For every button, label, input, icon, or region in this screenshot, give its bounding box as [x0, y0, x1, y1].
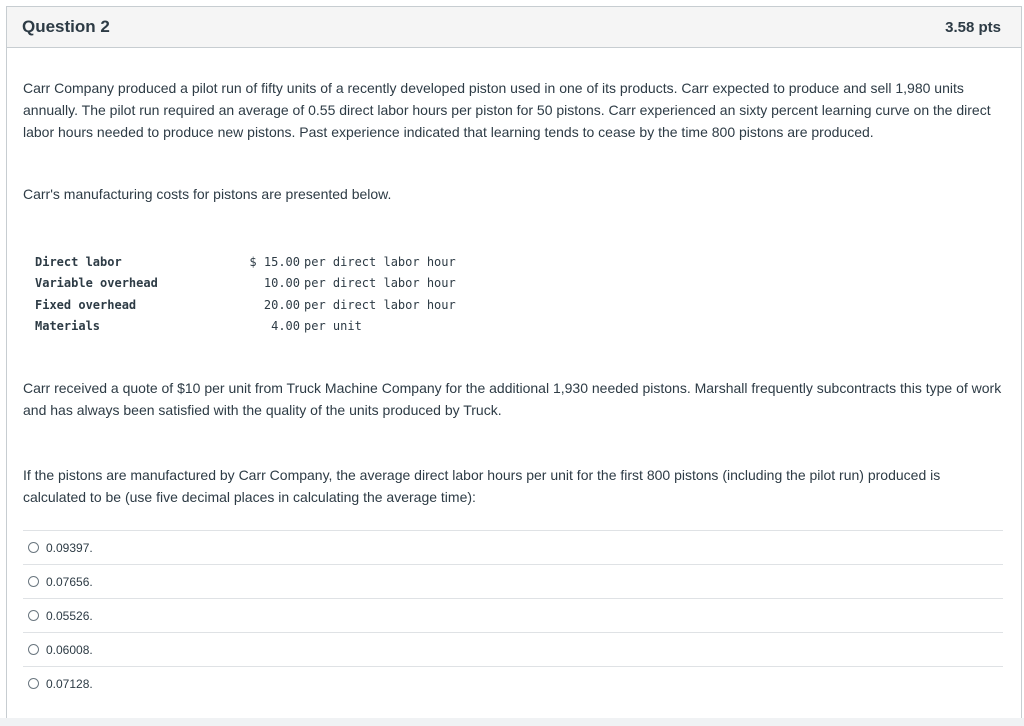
- cost-basis: per direct labor hour: [304, 254, 456, 269]
- answer-option[interactable]: [23, 564, 1003, 598]
- answer-option[interactable]: [23, 666, 1003, 700]
- cost-basis: per direct labor hour: [304, 297, 456, 312]
- cost-label: Direct labor: [35, 254, 122, 269]
- radio-button[interactable]: [28, 542, 39, 553]
- answer-label: 0.07656.: [46, 574, 93, 589]
- question-paragraph-intro: Carr Company produced a pilot run of fifty units of a recently developed piston used in one of its products. Carr expected to produce and sell 1,980 units annually. The pilot run required an average of 0.55 direct labor hours per piston for 50 pistons. Carr experienced an sixty percent learning curve on the direct labor hours needed to produce new pistons. Past experience indicated that learning tends to cease by the time 800 pistons are produced.: [23, 80, 991, 140]
- cost-basis: per unit: [304, 319, 362, 334]
- answer-option[interactable]: [23, 598, 1003, 632]
- page-footer-strip: [0, 718, 1024, 726]
- cost-label: Variable overhead: [35, 276, 158, 291]
- cost-basis: per direct labor hour: [304, 276, 456, 291]
- question-card: [6, 6, 1022, 718]
- question-prompt: If the pistons are manufactured by Carr Company, the average direct labor hours per unit for the first 800 pistons (including the pilot run) produced is calculated to be (use five decimal places in calculating the average time):: [23, 467, 941, 505]
- cost-label: Fixed overhead: [35, 297, 137, 312]
- answer-label: 0.07128.: [46, 676, 93, 691]
- cost-row: [35, 251, 456, 273]
- cost-amount: 4.00: [271, 319, 300, 334]
- cost-row: [35, 316, 456, 338]
- answer-label: 0.06008.: [46, 642, 93, 657]
- question-title: Question 2: [22, 17, 110, 36]
- question-paragraph-costs-intro: Carr's manufacturing costs for pistons are presented below.: [23, 186, 392, 202]
- answer-option[interactable]: [23, 632, 1003, 666]
- question-paragraph-quote: Carr received a quote of $10 per unit from Truck Machine Company for the additional 1,930 needed pistons. Marshall frequently subcontracts this type of work and has always been satisfied with the quality of the units produced by Truck.: [23, 380, 1002, 418]
- cost-amount: 10.00: [263, 276, 300, 291]
- radio-button[interactable]: [28, 644, 39, 655]
- radio-button[interactable]: [28, 610, 39, 621]
- cost-amount: $ 15.00: [249, 254, 300, 269]
- radio-button[interactable]: [28, 576, 39, 587]
- question-points: 3.58 pts: [945, 18, 1001, 36]
- answer-option[interactable]: [23, 530, 1003, 564]
- answer-label: 0.05526.: [46, 608, 93, 623]
- cost-amount: 20.00: [263, 297, 300, 312]
- cost-label: Materials: [35, 319, 101, 334]
- question-header: [7, 7, 1021, 48]
- answer-list: [23, 530, 1003, 700]
- cost-row: [35, 273, 456, 295]
- answer-label: 0.09397.: [46, 540, 93, 555]
- cost-row: [35, 294, 456, 316]
- radio-button[interactable]: [28, 678, 39, 689]
- cost-table: [35, 251, 456, 337]
